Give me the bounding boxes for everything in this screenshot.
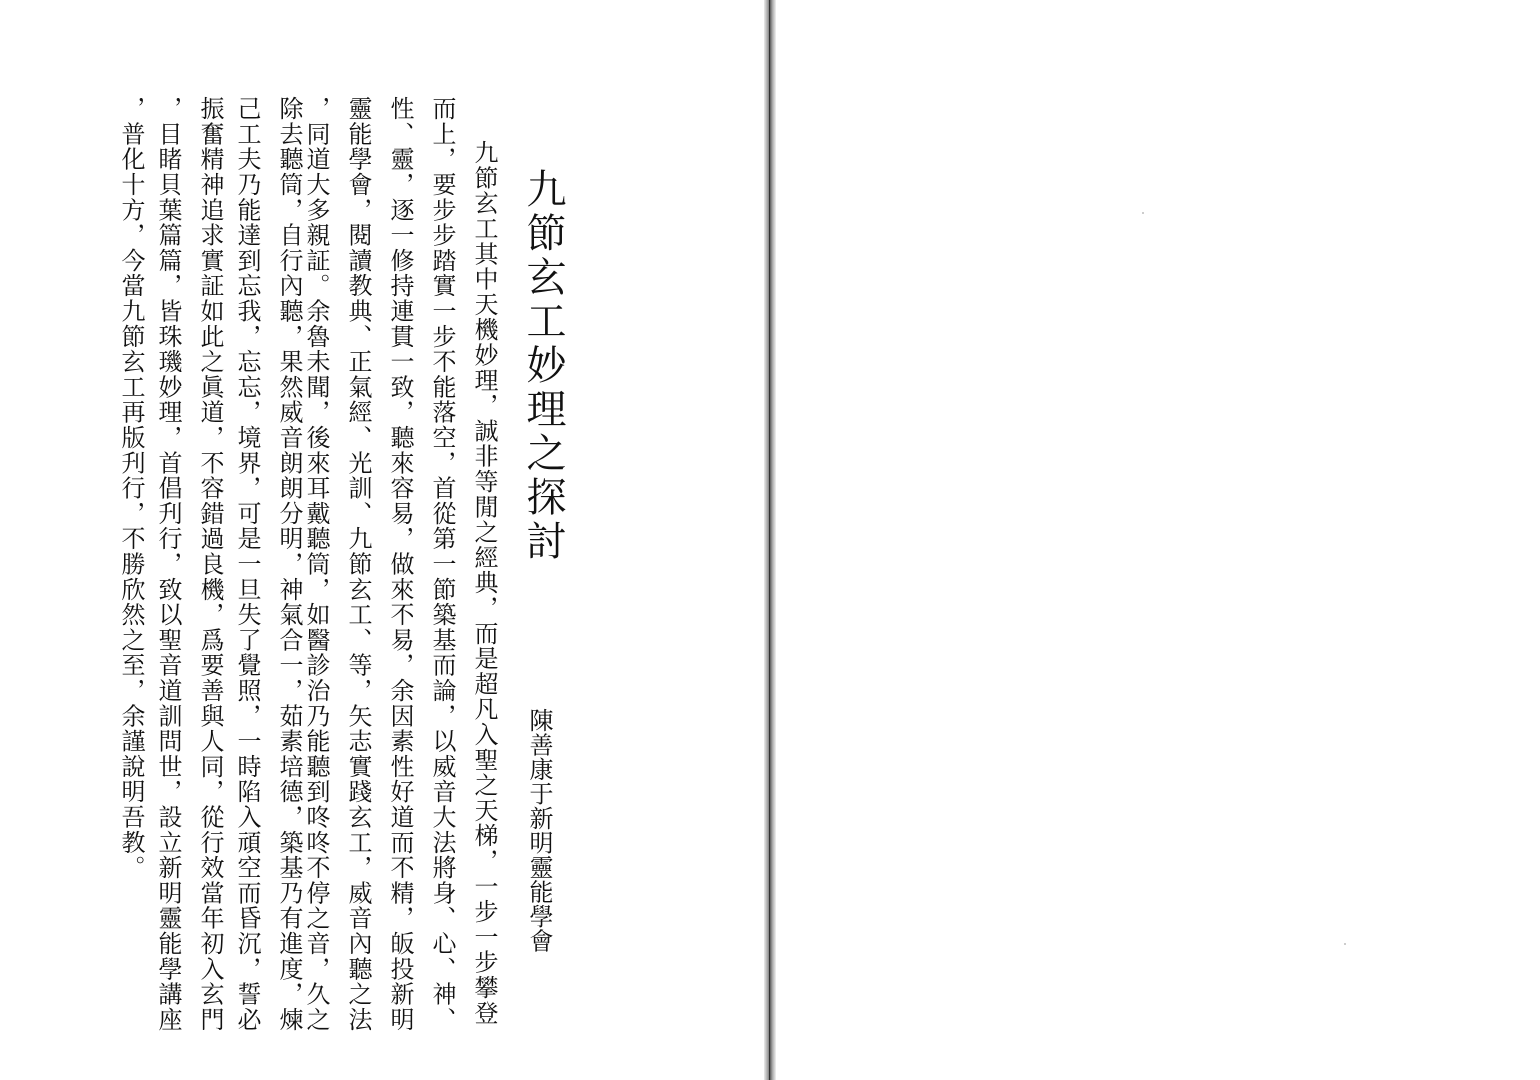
- right-page-blank: [776, 0, 1540, 1080]
- body-column-5: ，同道大多親証。余魯未聞，後來耳戴聽筒，如醫診治乃能聽到咚咚不停之音，久之: [302, 96, 330, 1033]
- body-column-8: 振奮精神追求實証如此之眞道，不容錯過良機，爲要善與人同，從行效當年初入玄門: [196, 96, 224, 1033]
- paper-speck: [1344, 943, 1346, 945]
- body-column-10: ，普化十方，今當九節玄工再版刋行，不勝欣然之至，余謹說明吾教。: [117, 96, 145, 881]
- body-column-6: 除去聽筒，自行內聽，果然威音朗朗分明，神氣合一，茹素培德，築基乃有進度，煉: [275, 96, 303, 1033]
- book-gutter: [764, 0, 776, 1080]
- body-column-3: 性、靈，逐一修持連貫一致，聽來容易，做來不易，余因素性好道而不精，皈投新明: [386, 96, 414, 1033]
- body-column-4: 靈能學會，閱讀教典、正氣經、光訓、九節玄工、等，矢志實踐玄工，威音內聽之法: [344, 96, 372, 1033]
- left-page: [0, 0, 764, 1080]
- author-line: 陳善康于新明靈能學會: [525, 708, 553, 953]
- paper-speck: [1142, 212, 1144, 214]
- body-column-2: 而上，要步步踏實一步不能落空，首從第一節築基而論，以威音大法將身、心、神、: [428, 96, 456, 1033]
- body-column-9: ，目睹貝葉篇篇，皆珠璣妙理，首倡刋行，致以聖音道訓問世，設立新明靈能學講座: [154, 96, 182, 1033]
- body-column-1: 九節玄工其中天機妙理，誠非等閒之經典，而是超凡入聖之天梯，一步一步攀登: [470, 140, 498, 1026]
- article-title: 九節玄工妙理之探討: [520, 168, 566, 564]
- gutter-fold-line: [769, 0, 770, 1080]
- body-column-7: 己工夫乃能達到忘我，忘忘，境界，可是一旦失了覺照，一時陷入頑空而昏沉，誓必: [233, 96, 261, 1033]
